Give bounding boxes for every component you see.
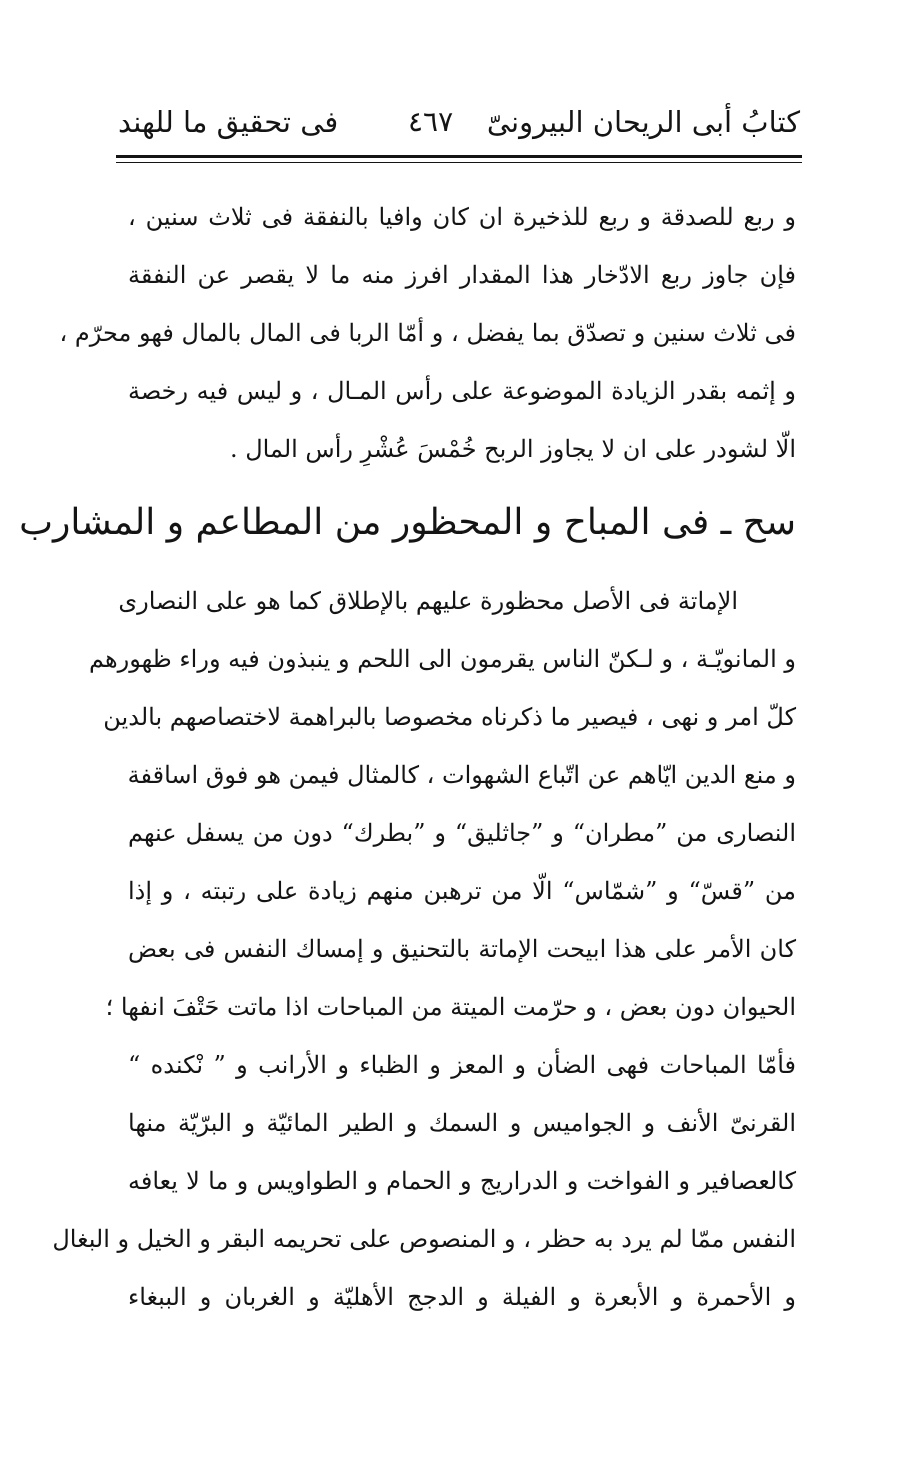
header-rule-thick [116,155,802,158]
text-line: و إثمه بقدر الزيادة الموضوعة على رأس المـال ، و ليس فيه رخصة [128,377,796,405]
text-line: الّا لشودر على ان لا يجاوز الربح خُمْسَ عُشْرِ رأس المال . [229,435,796,463]
text-line: الحيوان دون بعض ، و حرّمت الميتة من المباحات اذا ماتت حَتْفَ انفها ؛ [105,993,796,1021]
text-line: كلّ امر و نهى ، فيصير ما ذكرناه مخصوصا بالبراهمة لاختصاصهم بالدين [103,703,796,731]
text-line: فإن جاوز ربع الادّخار هذا المقدار افرز منه ما لا يقصر عن النفقة [128,261,796,289]
page-number: ٤٦٧ [408,105,454,138]
text-line: النفس ممّا لم يرد به حظر ، و المنصوص على تحريمه البقر و الخيل و البغال [52,1225,796,1253]
header-rule-thin [116,162,802,163]
paragraph-1 [59,188,796,478]
text-line: من ”قسّ“ و ”شمّاس“ الّا من ترهبن منهم زيادة على رتبته ، و إذا [128,877,796,905]
running-header [118,100,800,144]
text-line: و منع الدين ايّاهم عن اتّباع الشهوات ، كالمثال فيمن هو فوق اساقفة [127,761,796,789]
paragraph-2 [52,572,796,1326]
section-heading: سح ـ فى المباح و المحظور من المطاعم و المشارب [19,502,796,543]
text-line: و المانويّـة ، و لـكنّ الناس يقرمون الى اللحم و ينبذون فيه وراء ظهورهم [88,645,796,673]
text-line: القرنىّ الأنف و الجواميس و السمك و الطير المائيّة و البرّيّة منها [128,1109,796,1137]
text-line: فى ثلاث سنين و تصدّق بما يفضل ، و أمّا الربا فى المال بالمال فهو محرّم ، [59,319,796,347]
text-line: و ربع للصدقة و ربع للذخيرة ان كان وافيا بالنفقة فى ثلاث سنين ، [128,203,796,231]
text-line: كالعصافير و الفواخت و الدراريج و الحمام و الطواويس و ما لا يعافه [128,1167,796,1195]
subject-title: فى تحقيق ما للهند [118,105,339,139]
text-line: فأمّا المباحات فهى الضأن و المعز و الظباء و الأرانب و ” نْكنده “ [128,1051,796,1079]
text-line: و الأحمرة و الأبعرة و الفيلة و الدجج الأهليّة و الغربان و الببغاء [128,1283,796,1311]
text-line: كان الأمر على هذا ابيحت الإماتة بالتحنيق و إمساك النفس فى بعض [128,935,796,963]
text-line: الإماتة فى الأصل محظورة عليهم بالإطلاق كما هو على النصارى [118,587,738,615]
text-line: النصارى من ”مطران“ و ”جاثليق“ و ”بطرك“ دون من يسفل عنهم [128,819,796,847]
book-title: كتابُ أبى الريحان البيرونىّ [486,105,800,139]
